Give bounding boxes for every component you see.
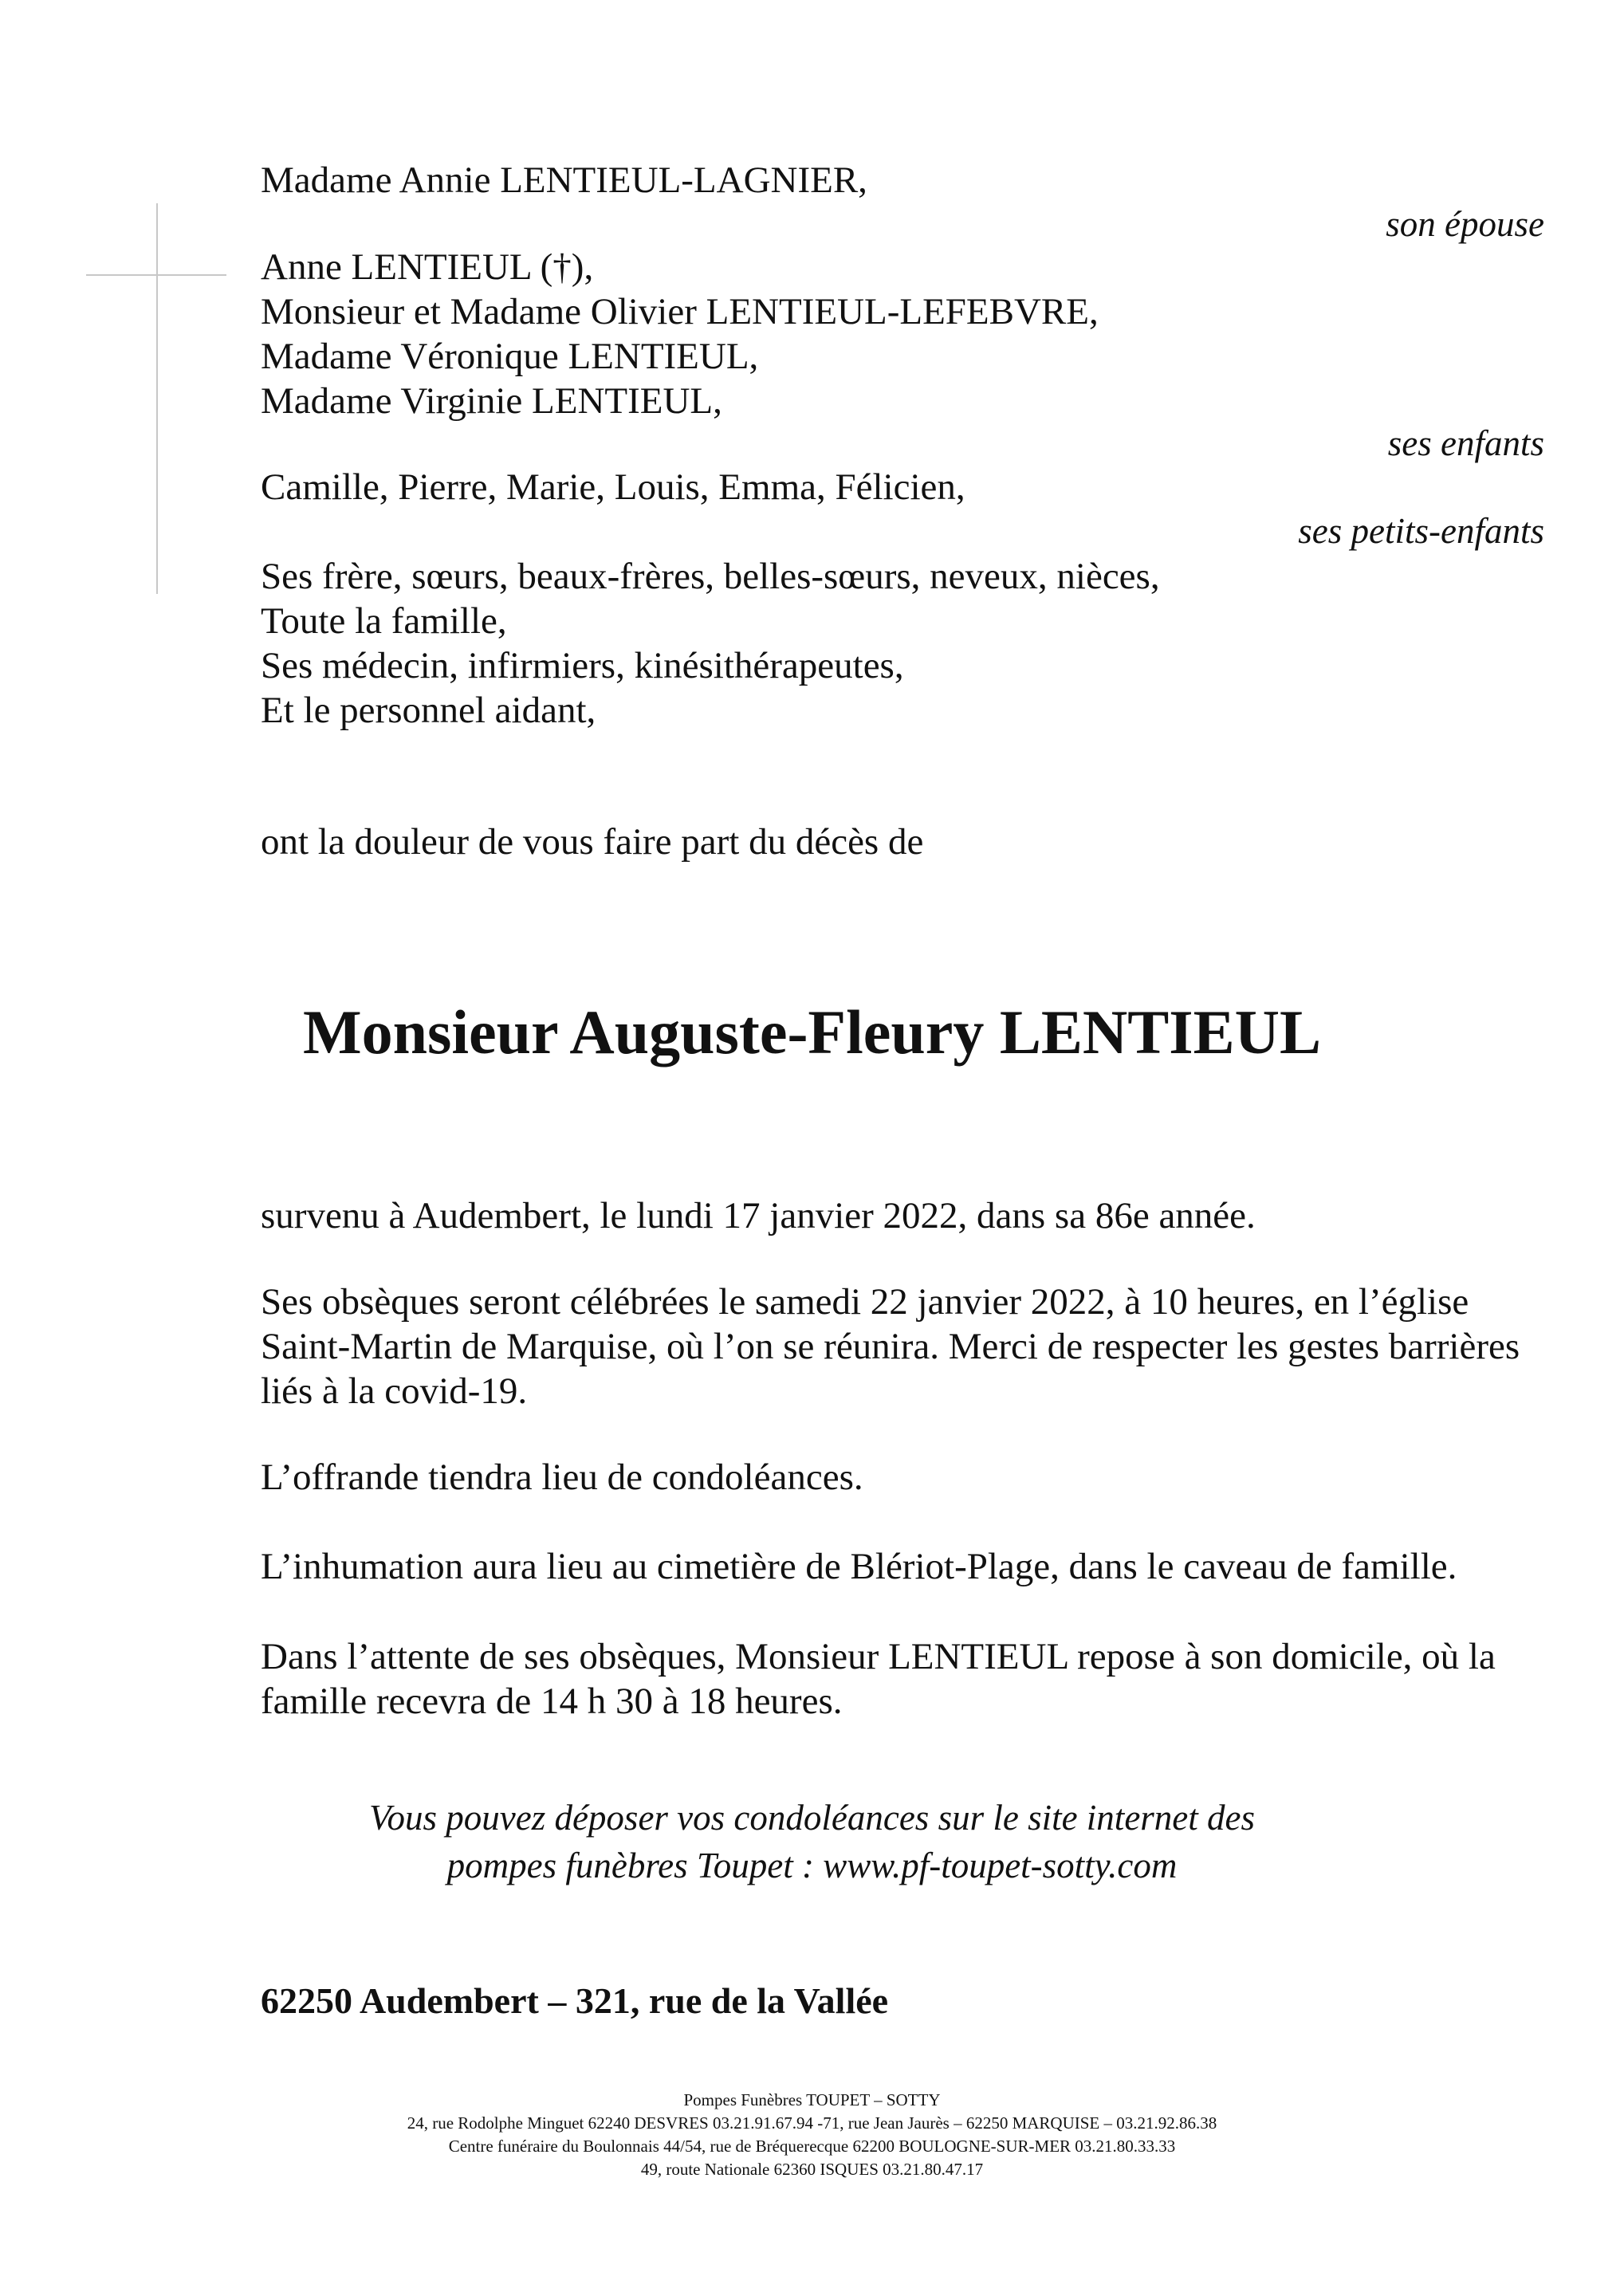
child-line-1: Anne LENTIEUL (†), xyxy=(261,246,594,288)
cross-icon-vertical xyxy=(156,203,158,594)
spouse-line: Madame Annie LENTIEUL-LAGNIER, xyxy=(261,159,867,201)
child-line-3: Madame Véronique LENTIEUL, xyxy=(261,336,759,377)
funeral-details: Ses obsèques seront célébrées le samedi 22 janvier 2022, à 10 heures, en l’église Saint-Martin de Marquise, où l’on se réunira. Merci de respecter les gestes barrières liés à la covid-19. xyxy=(261,1281,1520,1412)
offering-note: L’offrande tiendra lieu de condoléances. xyxy=(261,1457,863,1498)
child-line-2: Monsieur et Madame Olivier LENTIEUL-LEFEBVRE, xyxy=(261,291,1099,332)
children-role: ses enfants xyxy=(1387,423,1544,463)
relatives-line-1: Ses frère, sœurs, beaux-frères, belles-sœurs, neveux, nièces, xyxy=(261,556,1160,597)
footer-company: Pompes Funèbres TOUPET – SOTTY xyxy=(683,2090,941,2109)
spouse-role: son épouse xyxy=(1386,204,1544,244)
footer-line-3: 49, route Nationale 62360 ISQUES 03.21.80.47.17 xyxy=(640,2160,984,2179)
funeral-home-footer xyxy=(0,2089,1624,2181)
grandchildren-line: Camille, Pierre, Marie, Louis, Emma, Félicien, xyxy=(261,466,965,508)
relatives-line-4: Et le personnel aidant, xyxy=(261,690,596,731)
deceased-name: Monsieur Auguste-Fleury LENTIEUL xyxy=(302,997,1322,1067)
child-line-4: Madame Virginie LENTIEUL, xyxy=(261,380,722,422)
footer-line-1: 24, rue Rodolphe Minguet 62240 DESVRES 03.21.91.67.94 -71, rue Jean Jaurès – 62250 MARQUISE – 03.21.92.86.38 xyxy=(407,2113,1217,2133)
home-address: 62250 Audembert – 321, rue de la Vallée xyxy=(261,1980,889,2021)
condolences-line-1: Vous pouvez déposer vos condoléances sur le site internet des xyxy=(368,1798,1256,1838)
footer-line-2: Centre funéraire du Boulonnais 44/54, rue de Bréquerecque 62200 BOULOGNE-SUR-MER 03.21.80.33.33 xyxy=(448,2137,1176,2156)
grandchildren-role: ses petits-enfants xyxy=(1298,511,1544,551)
condolences-line-2: pompes funèbres Toupet : www.pf-toupet-sotty.com xyxy=(446,1846,1178,1885)
relatives-line-3: Ses médecin, infirmiers, kinésithérapeutes, xyxy=(261,645,904,686)
relatives-line-2: Toute la famille, xyxy=(261,600,507,642)
burial-details: L’inhumation aura lieu au cimetière de Blériot-Plage, dans le caveau de famille. xyxy=(261,1546,1457,1587)
cross-icon-horizontal xyxy=(86,274,226,276)
announcement: ont la douleur de vous faire part du décès de xyxy=(261,821,924,863)
visitation-details: Dans l’attente de ses obsèques, Monsieur LENTIEUL repose à son domicile, où la famille recevra de 14 h 30 à 18 heures. xyxy=(261,1636,1496,1722)
condolences-note xyxy=(0,1794,1624,1889)
death-details: survenu à Audembert, le lundi 17 janvier 2022, dans sa 86e année. xyxy=(261,1195,1256,1236)
